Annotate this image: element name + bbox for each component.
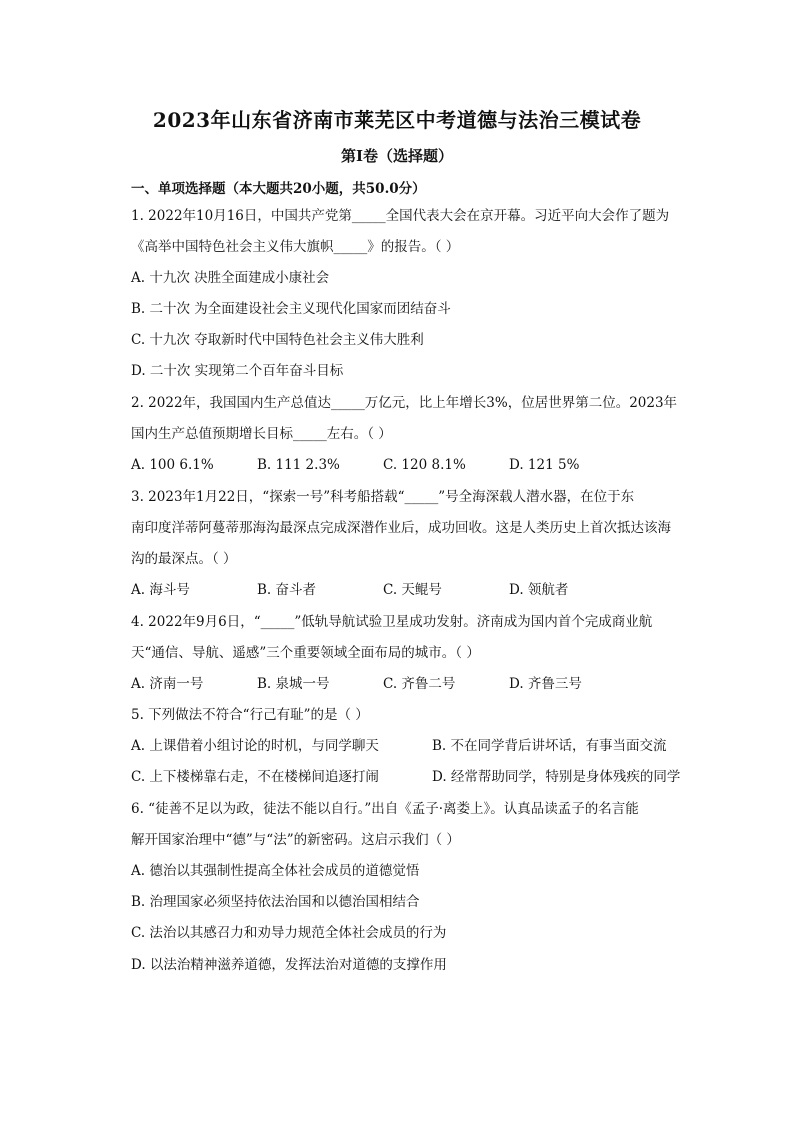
- exam-title: 2023年山东省济南市莱芜区中考道德与法治三模试卷: [152, 108, 642, 132]
- question-4-option-a: A. 济南一号: [131, 676, 204, 692]
- question-4-line-2: 天“通信、导航、遥感”三个重要领域全面布局的城市。（ ）: [131, 645, 480, 661]
- question-5-options-row-1: [131, 737, 667, 755]
- question-3-line-1: 3. 2023年1月22日，“探索一号”科考船搭载“_____”号全海深载人潜水器，在位于东: [131, 489, 635, 505]
- question-6-line-1: 6. “徒善不足以为政，徒法不能以自行。”出自《孟子·离娄上》。认真品读孟子的名言能: [131, 801, 639, 817]
- question-3-option-d: D. 领航者: [509, 582, 569, 598]
- question-3-options: [131, 581, 635, 599]
- part-title: 第I卷（选择题）: [340, 147, 454, 165]
- question-6-option-d: D. 以法治精神滋养道德，发挥法治对道德的支撑作用: [131, 957, 447, 973]
- question-2-options: [131, 456, 635, 474]
- question-1-option-d: D. 二十次 实现第二个百年奋斗目标: [131, 363, 344, 379]
- question-2-option-a: A. 100 6.1%: [131, 457, 214, 473]
- question-5-option-a: A. 上课借着小组讨论的时机，与同学聊天: [131, 738, 379, 754]
- question-1-line-1: 1. 2022年10月16日，中国共产党第_____全国代表大会在京开幕。习近平向大会作了题为: [131, 208, 670, 224]
- question-2-line-1: 2. 2022年，我国国内生产总值达_____万亿元，比上年增长3%，位居世界第二位。2023年: [131, 395, 678, 411]
- question-5-options-row-2: [131, 768, 680, 786]
- question-1-line-2: 《高举中国特色社会主义伟大旗帜_____》的报告。（ ）: [131, 239, 460, 255]
- question-4-options: [131, 675, 635, 693]
- question-6-option-a: A. 德治以其强制性提高全体社会成员的道德觉悟: [131, 863, 420, 879]
- question-2-option-d: D. 121 5%: [509, 457, 580, 473]
- question-3-option-a: A. 海斗号: [131, 582, 190, 598]
- section-heading: 一、单项选择题（本大题共20小题，共50.0分）: [131, 181, 426, 197]
- question-3-option-c: C. 天鲲号: [383, 582, 442, 598]
- question-3-line-3: 沟的最深点。（ ）: [131, 551, 237, 567]
- question-2-option-b: B. 111 2.3%: [257, 457, 340, 473]
- question-4-option-d: D. 齐鲁三号: [509, 676, 582, 692]
- question-5-option-d: D. 经常帮助同学，特别是身体残疾的同学: [432, 769, 681, 785]
- question-4-option-b: B. 泉城一号: [257, 676, 330, 692]
- question-6-line-2: 解开国家治理中“德”与“法”的新密码。这启示我们（ ）: [131, 832, 460, 848]
- question-6-option-b: B. 治理国家必须坚持依法治国和以德治国相结合: [131, 894, 420, 910]
- question-5-option-c: C. 上下楼梯靠右走，不在楼梯间追逐打闹: [131, 769, 379, 785]
- question-1-option-a: A. 十九次 决胜全面建成小康社会: [131, 270, 330, 286]
- question-5-option-b: B. 不在同学背后讲坏话，有事当面交流: [432, 738, 667, 754]
- question-4-option-c: C. 齐鲁二号: [383, 676, 456, 692]
- question-4-line-1: 4. 2022年9月6日，“_____”低轨导航试验卫星成功发射。济南成为国内首个完成商业航: [131, 614, 653, 630]
- question-5-line-1: 5. 下列做法不符合“行己有耻”的是（ ）: [131, 707, 369, 723]
- question-1-option-b: B. 二十次 为全面建设社会主义现代化国家而团结奋斗: [131, 301, 451, 317]
- question-3-line-2: 南印度洋蒂阿蔓蒂那海沟最深点完成深潜作业后，成功回收。这是人类历史上首次抵达该海: [131, 520, 671, 536]
- question-1-option-c: C. 十九次 夺取新时代中国特色社会主义伟大胜利: [131, 332, 424, 348]
- question-3-option-b: B. 奋斗者: [257, 582, 317, 598]
- question-6-option-c: C. 法治以其感召力和劝导力规范全体社会成员的行为: [131, 925, 447, 941]
- question-2-option-c: C. 120 8.1%: [383, 457, 466, 473]
- question-2-line-2: 国内生产总值预期增长目标_____左右。（ ）: [131, 426, 392, 442]
